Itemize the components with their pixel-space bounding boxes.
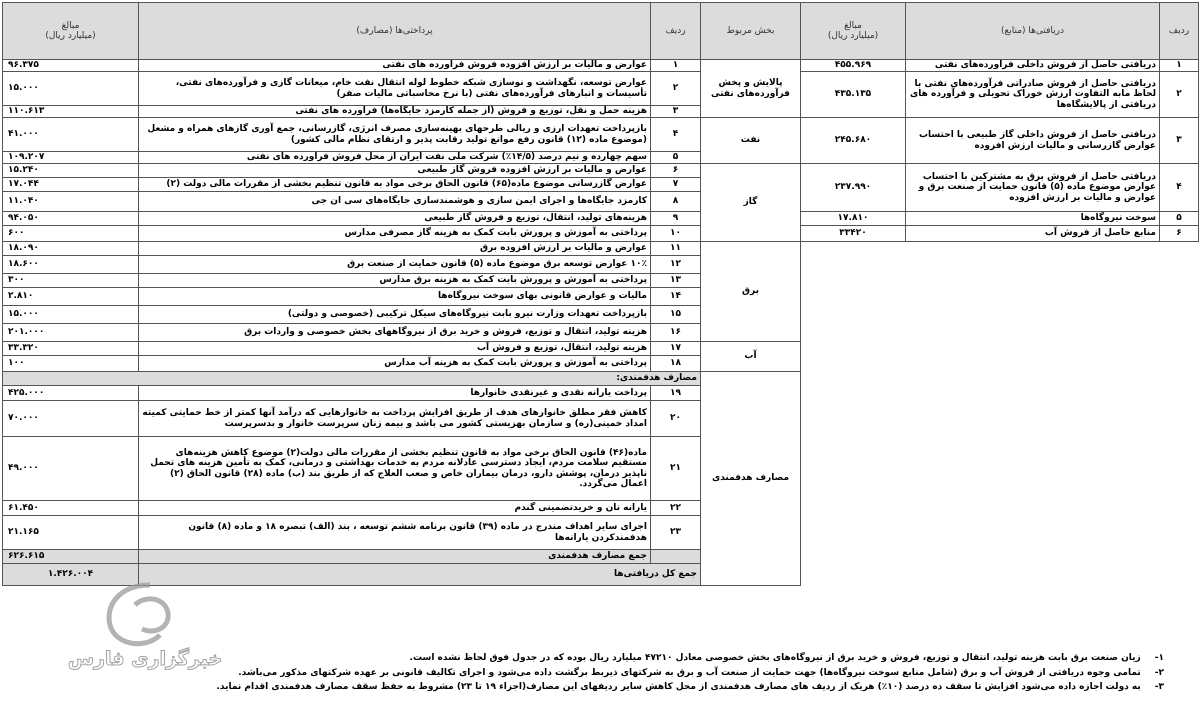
header-receipts: دریافتی‌ها (منابع) bbox=[906, 3, 1160, 60]
receipt-desc: دریافتی حاصل از فروش داخلی فرآورده‌های نفتی bbox=[906, 60, 1160, 72]
payment-amount: ۴۱.۰۰۰ bbox=[3, 118, 139, 152]
payment-desc: ماده(۴۶) قانون الحاق برخی مواد به قانون تنظیم بخشی از مقررات مالی دولت(۲) موضوع کاهش هزینه‌های مستقیم سلامت مردم، ایجاد دسترسی عادلانه مردم به خدمات بهداشتی و درمانی، کمک به تأمین هزینه های تحمل ناپذیر درمان، پوشش دارو، درمان بیماران خاص و صعب العلاج که از طریق بند (ب) ماده (۲۸) قانون الحاق (۲) اعمال می‌گردد. bbox=[139, 437, 651, 501]
footnote bbox=[14, 651, 1164, 666]
payment-no: ۲۰ bbox=[651, 401, 701, 437]
table-header-row bbox=[3, 3, 1199, 60]
payment-amount: ۱۸.۰۹۰ bbox=[3, 242, 139, 256]
header-row-no: ردیف bbox=[1160, 3, 1199, 60]
payment-amount: ۱۷.۰۴۴ bbox=[3, 178, 139, 192]
payment-desc: عوارض توسعه، نگهداشت و نوسازی شبکه خطوط لوله انتقال نفت خام، میعانات گازی و فرآورده‌های نفتی، تأسیسات و انبارهای فرآورده‌های نفتی (با نرخ محاسباتی مالیات صفر) bbox=[139, 72, 651, 106]
footnote-text: تمامی وجوه دریافتی از فروش آب و برق (شامل منابع سوخت نیروگاه‌ها) جهت حمایت از صنعت آب و برق به شرکتهای ذیربط برگشت داده می‌شود و اجرای تکالیف قانونی بر عهده شرکتهای مذکور می‌باشد. bbox=[238, 667, 1141, 678]
table-row bbox=[3, 226, 1199, 242]
header-receipt-amount: مبالغ (میلیارد ریال) bbox=[801, 3, 906, 60]
payment-amount: ۴۹.۰۰۰ bbox=[3, 437, 139, 501]
payment-desc: هزینه حمل و نقل، توزیع و فروش (از جمله کارمزد جایگاه‌ها) فرآورده های نفتی bbox=[139, 106, 651, 118]
payment-desc: اجرای سایر اهداف مندرج در ماده (۳۹) قانون برنامه ششم توسعه ، بند (الف) تبصره ۱۸ و ماده (۸) قانون هدفمندکردن یارانه‌ها bbox=[139, 516, 651, 550]
payment-no: ۲۱ bbox=[651, 437, 701, 501]
footnotes bbox=[14, 651, 1164, 695]
payment-desc: هزینه‌های تولید، انتقال، توزیع و فروش گاز طبیعی bbox=[139, 212, 651, 226]
section-power: برق bbox=[701, 242, 801, 342]
payment-amount: ۷۰.۰۰۰ bbox=[3, 401, 139, 437]
payment-desc: بازپرداخت تعهدات وزارت نیرو بابت نیروگاه‌های سیکل ترکیبی (خصوصی و دولتی) bbox=[139, 306, 651, 324]
payment-amount: ۲۱.۱۶۵ bbox=[3, 516, 139, 550]
payment-amount: ۱۸.۶۰۰ bbox=[3, 256, 139, 274]
targeted-total-blank bbox=[651, 550, 701, 564]
receipt-desc: منابع حاصل از فروش آب bbox=[906, 226, 1160, 242]
payment-no: ۲ bbox=[651, 72, 701, 106]
payment-desc: هزینه تولید، انتقال، توزیع و فروش آب bbox=[139, 342, 651, 356]
budget-table bbox=[2, 2, 1199, 586]
payment-no: ۱۲ bbox=[651, 256, 701, 274]
header-payment-amount: مبالغ (میلیارد ریال) bbox=[3, 3, 139, 60]
targeted-total-label: جمع مصارف هدفمندی bbox=[139, 550, 651, 564]
receipt-amount: ۴۳۵.۱۳۵ bbox=[801, 72, 906, 118]
targeted-total-amount: ۶۲۶.۶۱۵ bbox=[3, 550, 139, 564]
payment-no: ۱۱ bbox=[651, 242, 701, 256]
table-row bbox=[3, 72, 1199, 106]
payment-amount: ۱۱۰.۶۱۳ bbox=[3, 106, 139, 118]
payment-desc: بازپرداخت تعهدات ارزی و ریالی طرحهای بهینه‌سازی مصرف انرژی، گازرسانی، جمع آوری گازهای همراه و مشعل (موضوع ماده (۱۲) قانون رفع موانع تولید رقابت پذیر و ارتقای نظام مالی کشور) bbox=[139, 118, 651, 152]
section-gas: گاز bbox=[701, 164, 801, 242]
payment-desc: یارانه نان و خریدتضمینی گندم bbox=[139, 501, 651, 516]
payment-no: ۲۲ bbox=[651, 501, 701, 516]
receipt-desc: دریافتی حاصل از فروش برق به مشترکین با احتساب عوارض موضوع ماده (۵) قانون حمایت از صنعت برق و عوارض و مالیات بر ارزش افزوده bbox=[906, 164, 1160, 212]
payment-amount: ۶۰۰ bbox=[3, 226, 139, 242]
receipt-desc: دریافتی حاصل از فروش صادراتی فرآورده‌های نفتی با لحاظ مابه التفاوت ارزش خوراک تحویلی و فرآورده های دریافتی از پالایشگاه‌ها bbox=[906, 72, 1160, 118]
payment-no: ۱۳ bbox=[651, 274, 701, 288]
payment-amount: ۶۱.۴۵۰ bbox=[3, 501, 139, 516]
section-oil: نفت bbox=[701, 118, 801, 164]
payment-no: ۸ bbox=[651, 192, 701, 212]
payment-amount: ۳۰۰ bbox=[3, 274, 139, 288]
payment-no: ۳ bbox=[651, 106, 701, 118]
footnote-no: ۳- bbox=[1154, 682, 1164, 692]
payment-amount: ۲.۸۱۰ bbox=[3, 288, 139, 306]
receipt-no: ۵ bbox=[1160, 212, 1199, 226]
payment-desc: کاهش فقر مطلق خانوارهای هدف از طریق افزایش پرداخت به خانوارهایی که درآمد آنها کمتر از خط حمایتی کمیته امداد خمینی(ره) و سازمان بهزیستی کشور می باشد و بیمه زنان سرپرست خانوار و بدسرپرست bbox=[139, 401, 651, 437]
footnote-text: به دولت اجازه داده می‌شود افزایش تا سقف ده درصد (۱۰٪) هریک از ردیف های مصارف هدفمندی از محل کاهش سایر ردیفهای این مصارف(اجزاء ۱۹ تا ۲۳) مشروط به حفظ سقف مصارف هدفمندی اقدام نماید. bbox=[216, 682, 1141, 692]
receipt-no: ۲ bbox=[1160, 72, 1199, 118]
table-row bbox=[3, 212, 1199, 226]
payment-desc: سهم چهارده و نیم درصد (۱۴/۵٪) شرکت ملی نفت ایران از محل فروش فرآورده های نفتی bbox=[139, 152, 651, 164]
payment-desc: پرداختی به آموزش و پرورش بابت کمک به هزینه گاز مصرفی مدارس bbox=[139, 226, 651, 242]
payment-amount: ۳۳.۳۲۰ bbox=[3, 342, 139, 356]
payment-desc: پرداختی به آموزش و پرورش بابت کمک به هزینه برق مدارس bbox=[139, 274, 651, 288]
footnote-no: ۲- bbox=[1154, 667, 1164, 678]
payment-desc: ۱۰٪ عوارض توسعه برق موضوع ماده (۵) قانون حمایت از صنعت برق bbox=[139, 256, 651, 274]
payment-amount: ۴۲۵.۰۰۰ bbox=[3, 386, 139, 401]
total-receipts-amount: ۱.۴۲۶.۰۰۴ bbox=[3, 564, 139, 586]
header-payment-row-no: ردیف bbox=[651, 3, 701, 60]
table-row bbox=[3, 164, 1199, 178]
table-row bbox=[3, 118, 1199, 152]
payment-no: ۷ bbox=[651, 178, 701, 192]
payment-amount: ۹۶.۳۷۵ bbox=[3, 60, 139, 72]
watermark-text: خبرگزاری فارس bbox=[67, 648, 223, 670]
payment-desc: عوارض و مالیات بر ارزش افزوده فروش گاز طبیعی bbox=[139, 164, 651, 178]
payment-desc: عوارض گازرسانی موضوع ماده(۶۵) قانون الحاق برخی مواد به قانون تنظیم بخشی از مقررات مالی دولت (۲) bbox=[139, 178, 651, 192]
payment-desc: هزینه تولید، انتقال و توزیع، فروش و خرید برق از نیروگاههای بخش خصوصی و واردات برق bbox=[139, 324, 651, 342]
total-receipts-label: جمع کل دریافتی‌ها bbox=[139, 564, 701, 586]
payment-amount: ۹۴.۰۵۰ bbox=[3, 212, 139, 226]
footnote-no: ۱- bbox=[1154, 653, 1164, 663]
section-refinery: پالایش و پخش فرآورده‌های نفتی bbox=[701, 60, 801, 118]
receipt-no: ۳ bbox=[1160, 118, 1199, 164]
payment-amount: ۱۵.۰۰۰ bbox=[3, 306, 139, 324]
receipt-amount: ۲۳۷.۹۹۰ bbox=[801, 164, 906, 212]
receipt-desc: سوخت نیروگاه‌ها bbox=[906, 212, 1160, 226]
payment-no: ۱۶ bbox=[651, 324, 701, 342]
payment-no: ۶ bbox=[651, 164, 701, 178]
receipt-no: ۱ bbox=[1160, 60, 1199, 72]
payment-amount: ۱۱.۰۴۰ bbox=[3, 192, 139, 212]
payment-amount: ۱۰۹.۲۰۷ bbox=[3, 152, 139, 164]
empty-area bbox=[801, 242, 906, 586]
payment-no: ۱۷ bbox=[651, 342, 701, 356]
receipt-amount: ۴۵۵.۹۶۹ bbox=[801, 60, 906, 72]
targeted-heading: مصارف هدفمندی: bbox=[3, 372, 701, 386]
payment-desc: مالیات و عوارض قانونی بهای سوخت نیروگاه‌ها bbox=[139, 288, 651, 306]
header-payments: پرداختی‌ها (مصارف) bbox=[139, 3, 651, 60]
payment-no: ۲۳ bbox=[651, 516, 701, 550]
table-row bbox=[3, 242, 1199, 256]
receipt-no: ۴ bbox=[1160, 164, 1199, 212]
footnote bbox=[14, 680, 1164, 695]
receipt-desc: دریافتی حاصل از فروش داخلی گاز طبیعی با احتساب عوارض گازرسانی و مالیات ارزش افزوده bbox=[906, 118, 1160, 164]
payment-desc: عوارض و مالیات بر ارزش افزوده برق bbox=[139, 242, 651, 256]
payment-no: ۵ bbox=[651, 152, 701, 164]
table-row bbox=[3, 60, 1199, 72]
payment-no: ۱ bbox=[651, 60, 701, 72]
payment-no: ۱۰ bbox=[651, 226, 701, 242]
payment-amount: ۱۵.۲۴۰ bbox=[3, 164, 139, 178]
payment-amount: ۱۵.۰۰۰ bbox=[3, 72, 139, 106]
payment-amount: ۲۰۱.۰۰۰ bbox=[3, 324, 139, 342]
header-section: بخش مربوط bbox=[701, 3, 801, 60]
empty-area bbox=[906, 242, 1199, 586]
payment-no: ۱۵ bbox=[651, 306, 701, 324]
receipt-amount: ۱۷.۸۱۰ bbox=[801, 212, 906, 226]
payment-desc: پرداخت یارانه نقدی و غیرنقدی خانوارها bbox=[139, 386, 651, 401]
footnote-text: زیان صنعت برق بابت هزینه تولید، انتقال و توزیع، فروش و خرید برق از نیروگاه‌های بخش خصوصی معادل ۴۷۲۱۰ میلیارد ریال بوده که در جدول فوق لحاظ نشده است. bbox=[409, 653, 1141, 663]
payment-desc: کارمزد جایگاه‌ها و اجرای ایمن سازی و هوشمندسازی جایگاه‌های سی ان جی bbox=[139, 192, 651, 212]
payment-desc: عوارض و مالیات بر ارزش افزوده فروش فرآورده های نفتی bbox=[139, 60, 651, 72]
receipt-amount: ۳۳۴۲۰ bbox=[801, 226, 906, 242]
footnote bbox=[14, 666, 1164, 681]
receipt-amount: ۲۴۵.۶۸۰ bbox=[801, 118, 906, 164]
payment-amount: ۱۰۰ bbox=[3, 356, 139, 372]
payment-no: ۱۸ bbox=[651, 356, 701, 372]
section-water: آب bbox=[701, 342, 801, 372]
payment-no: ۴ bbox=[651, 118, 701, 152]
receipt-no: ۶ bbox=[1160, 226, 1199, 242]
payment-no: ۱۴ bbox=[651, 288, 701, 306]
section-targeted: مصارف هدفمندی bbox=[701, 372, 801, 586]
payment-desc: پرداختی به آموزش و پرورش بابت کمک به هزینه آب مدارس bbox=[139, 356, 651, 372]
payment-no: ۹ bbox=[651, 212, 701, 226]
payment-no: ۱۹ bbox=[651, 386, 701, 401]
